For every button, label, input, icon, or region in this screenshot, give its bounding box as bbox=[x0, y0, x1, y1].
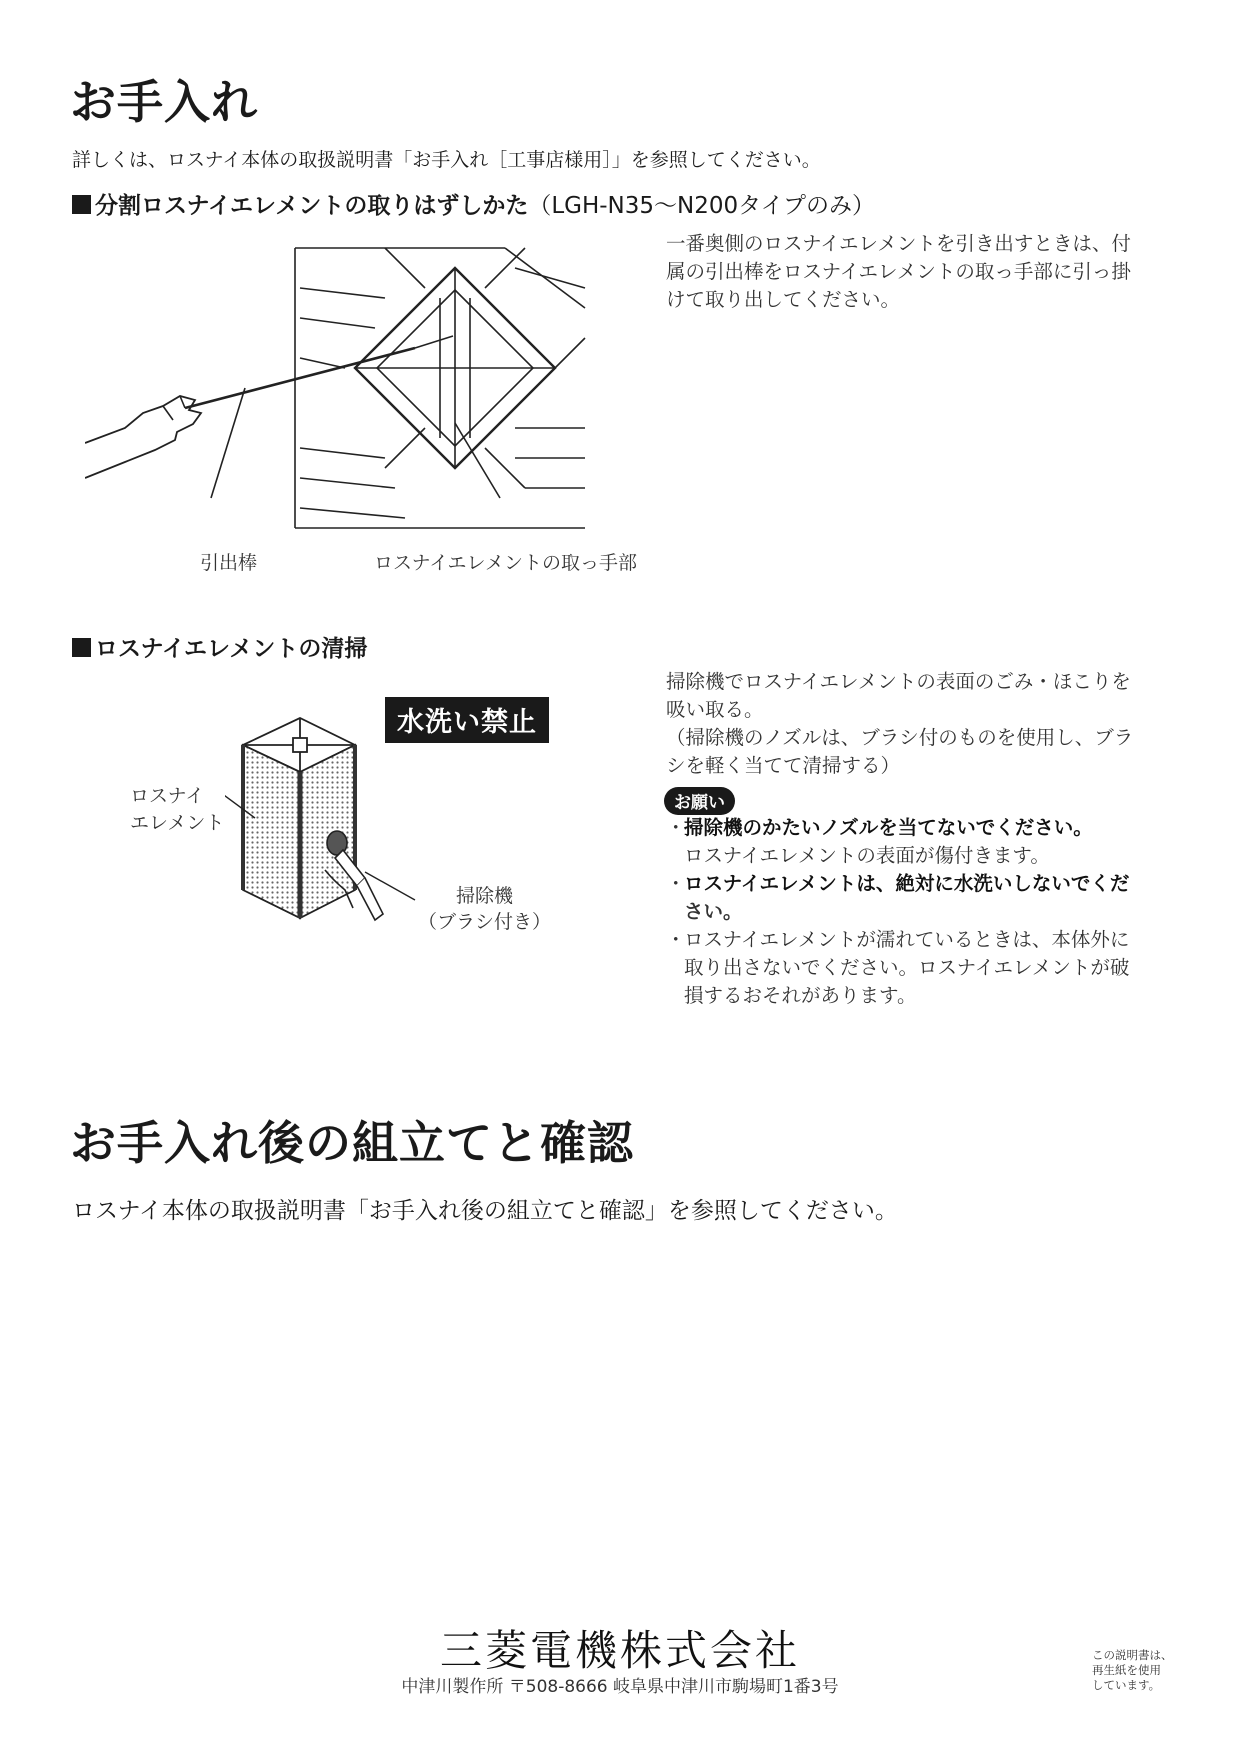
maintenance-lead: 詳しくは、ロスナイ本体の取扱説明書「お手入れ［工事店様用］」を参照してください。 bbox=[72, 149, 821, 171]
assembly-title: お手入れ後の組立てと確認 bbox=[70, 1116, 634, 1170]
label-pull-rod: 引出棒 bbox=[200, 552, 258, 574]
label-losnay-element: ロスナイ エレメント bbox=[130, 785, 225, 834]
square-bullet-icon bbox=[72, 195, 91, 214]
note-item: ・ ロスナイエレメントは、絶対に水洗いしないでくだ さい。 bbox=[666, 872, 1130, 923]
request-label: お願い bbox=[664, 787, 735, 815]
cleaning-illustration bbox=[225, 700, 425, 930]
recycled-paper-note: この説明書は、 再生紙を使用 しています。 bbox=[1092, 1648, 1173, 1692]
cleaning-heading: ロスナイエレメントの清掃 bbox=[72, 630, 367, 663]
cleaning-instructions: 掃除機でロスナイエレメントの表面のごみ・ほこりを 吸い取る。 （掃除機のノズルは、ブラシ付のものを使用し、ブラ シを軽く当てて清掃する） bbox=[666, 670, 1134, 777]
note-item: ・ ロスナイエレメントが濡れているときは、本体外に 取り出さないでください。ロスナイエレメントが破 損するおそれがあります。 bbox=[666, 928, 1130, 1007]
removal-illustration bbox=[85, 228, 590, 548]
square-bullet-icon bbox=[72, 638, 91, 657]
label-vacuum-cleaner: 掃除機 （ブラシ付き） bbox=[418, 885, 552, 933]
removal-heading: 分割ロスナイエレメントの取りはずしかた（LGH-N35〜N200タイプのみ） bbox=[72, 187, 875, 220]
no-water-wash-badge: 水洗い禁止 bbox=[385, 697, 549, 743]
note-item: ・ 掃除機のかたいノズルを当てないでください。 ロスナイエレメントの表面が傷付きます。 bbox=[666, 816, 1093, 867]
company-address: 中津川製作所 〒508-8666 岐阜県中津川市駒場町1番3号 bbox=[401, 1677, 839, 1697]
removal-instructions: 一番奥側のロスナイエレメントを引き出すときは、付 属の引出棒をロスナイエレメントの取っ手部に引っ掛 けて取り出してください。 bbox=[666, 232, 1131, 311]
assembly-lead: ロスナイ本体の取扱説明書「お手入れ後の組立てと確認」を参照してください。 bbox=[72, 1198, 898, 1224]
request-notes bbox=[666, 814, 1186, 1010]
label-element-handle: ロスナイエレメントの取っ手部 bbox=[374, 552, 637, 574]
page-title: お手入れ bbox=[70, 75, 258, 129]
company-name: 三菱電機株式会社 bbox=[439, 1626, 800, 1675]
